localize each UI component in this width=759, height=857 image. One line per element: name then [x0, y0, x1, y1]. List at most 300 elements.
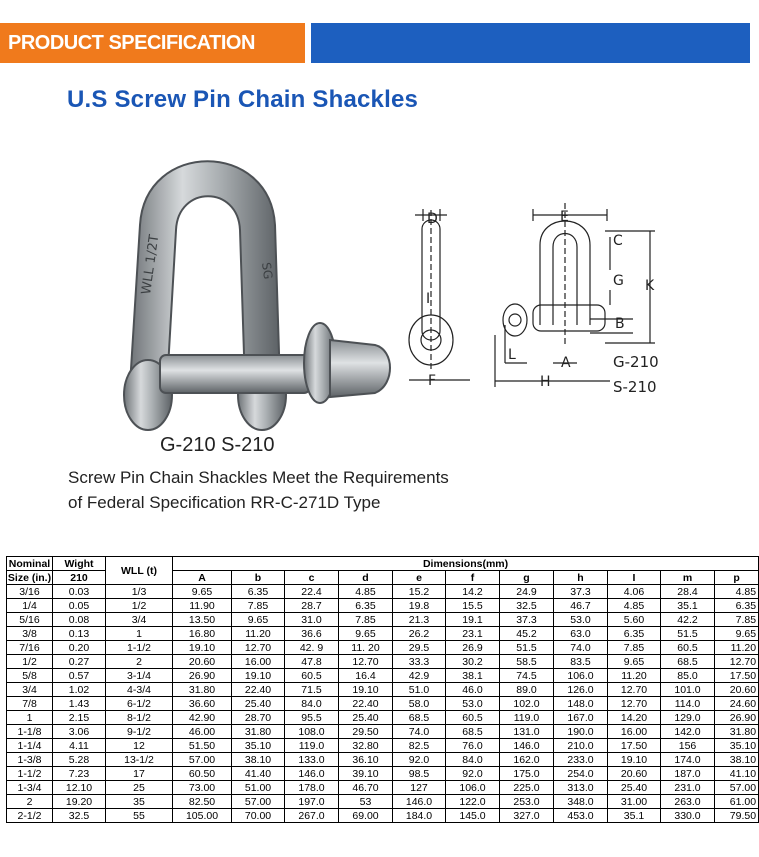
table-cell: 5/8 — [7, 669, 53, 683]
table-cell: 53.0 — [446, 697, 500, 711]
table-cell: 53.0 — [554, 613, 608, 627]
table-cell: 1/2 — [106, 599, 173, 613]
table-cell: 85.0 — [661, 669, 715, 683]
table-cell: 14.2 — [446, 585, 500, 599]
table-cell: 119.0 — [285, 739, 339, 753]
header-dimensions: Dimensions(mm) — [173, 557, 759, 571]
table-cell: 95.5 — [285, 711, 339, 725]
table-cell: 9.65 — [232, 613, 285, 627]
table-cell: 313.0 — [554, 781, 608, 795]
table-cell: 35.10 — [232, 739, 285, 753]
table-cell: 267.0 — [285, 809, 339, 823]
header-weight: Wight — [53, 557, 106, 571]
table-cell: 15.2 — [393, 585, 446, 599]
table-cell: 16.00 — [608, 725, 661, 739]
table-cell: 1/2 — [7, 655, 53, 669]
table-row — [7, 753, 759, 767]
table-cell: 119.0 — [500, 711, 554, 725]
table-cell: 84.0 — [446, 753, 500, 767]
table-cell: 19.10 — [232, 669, 285, 683]
table-cell: 175.0 — [500, 767, 554, 781]
table-cell: 42.90 — [173, 711, 232, 725]
table-row — [7, 669, 759, 683]
table-cell: 73.00 — [173, 781, 232, 795]
table-cell: 60.5 — [446, 711, 500, 725]
table-cell: 41.40 — [232, 767, 285, 781]
table-cell: 16.00 — [232, 655, 285, 669]
table-cell: 31.80 — [232, 725, 285, 739]
table-cell: 32.80 — [339, 739, 393, 753]
table-cell: 22.4 — [285, 585, 339, 599]
table-cell: 197.0 — [285, 795, 339, 809]
table-cell: 51.5 — [500, 641, 554, 655]
table-cell: 32.5 — [500, 599, 554, 613]
table-cell: 7/8 — [7, 697, 53, 711]
table-cell: 12.70 — [339, 655, 393, 669]
table-cell: 3-1/4 — [106, 669, 173, 683]
table-cell: 58.0 — [393, 697, 446, 711]
table-row — [7, 613, 759, 627]
table-cell: 60.5 — [285, 669, 339, 683]
table-cell: 8-1/2 — [106, 711, 173, 725]
table-cell: 102.0 — [500, 697, 554, 711]
table-cell: 11.20 — [715, 641, 759, 655]
table-cell: 114.0 — [661, 697, 715, 711]
table-cell: 167.0 — [554, 711, 608, 725]
table-cell: 74.0 — [393, 725, 446, 739]
table-cell: 19.8 — [393, 599, 446, 613]
table-cell: 9.65 — [608, 655, 661, 669]
table-cell: 2.15 — [53, 711, 106, 725]
specification-table — [6, 556, 759, 823]
header-dim-c: c — [285, 571, 339, 585]
table-cell: 0.27 — [53, 655, 106, 669]
table-cell: 7.85 — [608, 641, 661, 655]
table-cell: 6.35 — [232, 585, 285, 599]
table-cell: 122.0 — [446, 795, 500, 809]
table-row — [7, 683, 759, 697]
table-row — [7, 627, 759, 641]
table-cell: 233.0 — [554, 753, 608, 767]
table-cell: 74.5 — [500, 669, 554, 683]
table-cell: 156 — [661, 739, 715, 753]
table-cell: 57.00 — [715, 781, 759, 795]
table-cell: 4.85 — [339, 585, 393, 599]
table-cell: 16.80 — [173, 627, 232, 641]
table-cell: 9-1/2 — [106, 725, 173, 739]
table-row — [7, 711, 759, 725]
banner-blue-bar — [311, 23, 750, 63]
table-cell: 25.40 — [339, 711, 393, 725]
table-cell: 31.80 — [173, 683, 232, 697]
header-dim-d: d — [339, 571, 393, 585]
dimension-drawing — [395, 195, 685, 405]
table-cell: 68.5 — [393, 711, 446, 725]
table-cell: 13-1/2 — [106, 753, 173, 767]
table-cell: 19.10 — [608, 753, 661, 767]
table-cell: 6-1/2 — [106, 697, 173, 711]
table-cell: 263.0 — [661, 795, 715, 809]
product-specification-banner — [0, 23, 750, 63]
table-row — [7, 641, 759, 655]
table-cell: 46.7 — [554, 599, 608, 613]
dim-label-l: L — [508, 347, 516, 363]
table-cell: 11.90 — [173, 599, 232, 613]
table-cell: 36.10 — [339, 753, 393, 767]
table-cell: 84.0 — [285, 697, 339, 711]
table-cell: 184.0 — [393, 809, 446, 823]
table-cell: 3/16 — [7, 585, 53, 599]
table-cell: 24.9 — [500, 585, 554, 599]
table-cell: 9.65 — [173, 585, 232, 599]
banner-label: PRODUCT SPECIFICATION — [0, 23, 305, 63]
table-cell: 36.60 — [173, 697, 232, 711]
table-cell: 7.85 — [715, 613, 759, 627]
table-cell: 82.50 — [173, 795, 232, 809]
table-cell: 108.0 — [285, 725, 339, 739]
table-cell: 57.00 — [173, 753, 232, 767]
table-cell: 7.85 — [339, 613, 393, 627]
table-cell: 28.70 — [232, 711, 285, 725]
table-cell: 25.40 — [232, 697, 285, 711]
table-cell: 46.0 — [446, 683, 500, 697]
table-cell: 42.2 — [661, 613, 715, 627]
table-cell: 4.85 — [608, 599, 661, 613]
table-cell: 17 — [106, 767, 173, 781]
table-cell: 58.5 — [500, 655, 554, 669]
table-cell: 26.9 — [446, 641, 500, 655]
dim-label-b: B — [615, 316, 625, 332]
table-row — [7, 795, 759, 809]
table-cell: 92.0 — [446, 767, 500, 781]
spec-note-line-2: of Federal Specification RR-C-271D Type — [68, 493, 381, 512]
table-cell: 30.2 — [446, 655, 500, 669]
table-cell: 11.20 — [232, 627, 285, 641]
table-cell: 4-3/4 — [106, 683, 173, 697]
table-cell: 60.50 — [173, 767, 232, 781]
table-cell: 101.0 — [661, 683, 715, 697]
table-cell: 38.10 — [715, 753, 759, 767]
table-cell: 178.0 — [285, 781, 339, 795]
table-cell: 39.10 — [339, 767, 393, 781]
table-cell: 225.0 — [500, 781, 554, 795]
table-row — [7, 585, 759, 599]
table-cell: 37.3 — [500, 613, 554, 627]
table-cell: 11. 20 — [339, 641, 393, 655]
table-cell: 37.3 — [554, 585, 608, 599]
table-cell: 14.20 — [608, 711, 661, 725]
table-cell: 76.0 — [446, 739, 500, 753]
table-cell: 28.7 — [285, 599, 339, 613]
table-cell: 1-1/4 — [7, 739, 53, 753]
table-cell: 19.10 — [173, 641, 232, 655]
header-dim-a: A — [173, 571, 232, 585]
table-cell: 0.13 — [53, 627, 106, 641]
table-cell: 36.6 — [285, 627, 339, 641]
table-cell: 21.3 — [393, 613, 446, 627]
table-cell: 12.70 — [715, 655, 759, 669]
table-cell: 26.90 — [173, 669, 232, 683]
table-cell: 53 — [339, 795, 393, 809]
table-cell: 35 — [106, 795, 173, 809]
table-cell: 69.00 — [339, 809, 393, 823]
table-cell: 231.0 — [661, 781, 715, 795]
table-cell: 89.0 — [500, 683, 554, 697]
table-cell: 26.2 — [393, 627, 446, 641]
table-row — [7, 599, 759, 613]
table-cell: 2 — [7, 795, 53, 809]
table-cell: 22.40 — [339, 697, 393, 711]
table-cell: 3/8 — [7, 627, 53, 641]
table-cell: 0.03 — [53, 585, 106, 599]
dim-label-g: G — [613, 273, 624, 289]
table-cell: 42. 9 — [285, 641, 339, 655]
table-cell: 330.0 — [661, 809, 715, 823]
table-cell: 4.06 — [608, 585, 661, 599]
header-nominal-size-unit: Size (in.) — [7, 571, 52, 584]
table-cell: 32.5 — [53, 809, 106, 823]
table-cell: 9.65 — [715, 627, 759, 641]
dim-label-d: D — [427, 211, 438, 227]
table-row — [7, 655, 759, 669]
shackle-stamp-right: SG — [259, 261, 276, 281]
table-cell: 4.11 — [53, 739, 106, 753]
table-cell: 17.50 — [715, 669, 759, 683]
table-cell: 6.35 — [608, 627, 661, 641]
table-cell: 1 — [106, 627, 173, 641]
table-cell: 51.50 — [173, 739, 232, 753]
photo-caption: G-210 S-210 — [160, 434, 275, 456]
table-cell: 28.4 — [661, 585, 715, 599]
table-cell: 19.10 — [339, 683, 393, 697]
table-cell: 12.70 — [608, 683, 661, 697]
diagram-model-2: S-210 — [613, 378, 657, 396]
table-cell: 3.06 — [53, 725, 106, 739]
table-cell: 453.0 — [554, 809, 608, 823]
table-cell: 31.0 — [285, 613, 339, 627]
dim-label-k: K — [645, 278, 655, 294]
table-cell: 38.1 — [446, 669, 500, 683]
table-cell: 16.4 — [339, 669, 393, 683]
table-cell: 12 — [106, 739, 173, 753]
page-title: U.S Screw Pin Chain Shackles — [67, 86, 419, 113]
table-cell: 25.40 — [608, 781, 661, 795]
table-cell: 17.50 — [608, 739, 661, 753]
table-cell: 129.0 — [661, 711, 715, 725]
header-nominal-size: Nominal — [7, 557, 53, 571]
table-cell: 31.00 — [608, 795, 661, 809]
table-row — [7, 739, 759, 753]
table-cell: 47.8 — [285, 655, 339, 669]
table-cell: 51.00 — [232, 781, 285, 795]
table-cell: 20.60 — [173, 655, 232, 669]
table-cell: 145.0 — [446, 809, 500, 823]
table-cell: 131.0 — [500, 725, 554, 739]
table-cell: 146.0 — [285, 767, 339, 781]
header-wll: WLL (t) — [106, 557, 173, 585]
table-cell: 174.0 — [661, 753, 715, 767]
table-cell: 106.0 — [446, 781, 500, 795]
table-cell: 70.00 — [232, 809, 285, 823]
table-cell: 42.9 — [393, 669, 446, 683]
table-cell: 1.02 — [53, 683, 106, 697]
table-cell: 142.0 — [661, 725, 715, 739]
shackle-illustration — [110, 145, 410, 445]
table-cell: 3/4 — [7, 683, 53, 697]
table-cell: 74.0 — [554, 641, 608, 655]
header-weight-model: 210 — [53, 571, 106, 585]
header-dim-h: h — [554, 571, 608, 585]
table-cell: 2 — [106, 655, 173, 669]
table-cell: 12.70 — [232, 641, 285, 655]
table-cell: 19.20 — [53, 795, 106, 809]
table-cell: 61.00 — [715, 795, 759, 809]
table-cell: 146.0 — [393, 795, 446, 809]
table-cell: 12.70 — [608, 697, 661, 711]
table-cell: 38.10 — [232, 753, 285, 767]
table-cell: 1-1/8 — [7, 725, 53, 739]
table-cell: 106.0 — [554, 669, 608, 683]
table-cell: 2-1/2 — [7, 809, 53, 823]
table-cell: 51.0 — [393, 683, 446, 697]
table-cell: 20.60 — [715, 683, 759, 697]
table-cell: 63.0 — [554, 627, 608, 641]
header-dim-i: I — [608, 571, 661, 585]
table-cell: 187.0 — [661, 767, 715, 781]
spec-note-line-1: Screw Pin Chain Shackles Meet the Requirements — [68, 468, 449, 487]
table-cell: 190.0 — [554, 725, 608, 739]
table-cell: 57.00 — [232, 795, 285, 809]
table-cell: 1-1/2 — [7, 767, 53, 781]
table-cell: 5/16 — [7, 613, 53, 627]
table-cell: 5.28 — [53, 753, 106, 767]
table-body — [7, 585, 759, 823]
table-cell: 35.10 — [715, 739, 759, 753]
table-cell: 35.1 — [661, 599, 715, 613]
header-dim-f: f — [446, 571, 500, 585]
dim-label-f: F — [428, 373, 437, 389]
dim-label-i: I — [426, 291, 431, 307]
table-cell: 31.80 — [715, 725, 759, 739]
table-cell: 1 — [7, 711, 53, 725]
table-cell: 35.1 — [608, 809, 661, 823]
table-row — [7, 767, 759, 781]
table-cell: 210.0 — [554, 739, 608, 753]
table-cell: 1/4 — [7, 599, 53, 613]
table-cell: 24.60 — [715, 697, 759, 711]
table-cell: 55 — [106, 809, 173, 823]
table-cell: 41.10 — [715, 767, 759, 781]
table-cell: 9.65 — [339, 627, 393, 641]
table-cell: 7.23 — [53, 767, 106, 781]
table-cell: 0.20 — [53, 641, 106, 655]
table-row — [7, 809, 759, 823]
table-cell: 23.1 — [446, 627, 500, 641]
table-cell: 6.35 — [715, 599, 759, 613]
table-cell: 0.05 — [53, 599, 106, 613]
table-cell: 348.0 — [554, 795, 608, 809]
header-dim-p: p — [715, 571, 759, 585]
table-row — [7, 725, 759, 739]
table-cell: 7.85 — [232, 599, 285, 613]
table-cell: 13.50 — [173, 613, 232, 627]
table-cell: 46.00 — [173, 725, 232, 739]
table-cell: 4.85 — [715, 585, 759, 599]
table-cell: 29.50 — [339, 725, 393, 739]
dim-label-a: A — [561, 355, 571, 371]
table-cell: 7/16 — [7, 641, 53, 655]
table-cell: 127 — [393, 781, 446, 795]
table-cell: 60.5 — [661, 641, 715, 655]
dim-label-e: E — [560, 209, 569, 225]
table-cell: 0.57 — [53, 669, 106, 683]
table-cell: 162.0 — [500, 753, 554, 767]
table-cell: 29.5 — [393, 641, 446, 655]
table-cell: 126.0 — [554, 683, 608, 697]
dim-label-c: C — [613, 233, 623, 249]
table-row — [7, 781, 759, 795]
header-dim-m: m — [661, 571, 715, 585]
table-cell: 1-3/8 — [7, 753, 53, 767]
table-cell: 6.35 — [339, 599, 393, 613]
table-cell: 71.5 — [285, 683, 339, 697]
table-cell: 0.08 — [53, 613, 106, 627]
table-cell: 26.90 — [715, 711, 759, 725]
table-cell: 11.20 — [608, 669, 661, 683]
table-cell: 82.5 — [393, 739, 446, 753]
table-cell: 133.0 — [285, 753, 339, 767]
table-cell: 1-1/2 — [106, 641, 173, 655]
table-cell: 92.0 — [393, 753, 446, 767]
header-dim-b: b — [232, 571, 285, 585]
table-cell: 51.5 — [661, 627, 715, 641]
header-dim-e: e — [393, 571, 446, 585]
table-cell: 146.0 — [500, 739, 554, 753]
table-cell: 5.60 — [608, 613, 661, 627]
shackle-stamp-left: WLL 1/2T — [139, 233, 163, 296]
table-cell: 12.10 — [53, 781, 106, 795]
table-cell: 20.60 — [608, 767, 661, 781]
dimension-diagram — [395, 195, 685, 405]
table-cell: 33.3 — [393, 655, 446, 669]
table-cell: 19.1 — [446, 613, 500, 627]
table-cell: 45.2 — [500, 627, 554, 641]
table-cell: 1-3/4 — [7, 781, 53, 795]
table-header-row-1 — [7, 557, 759, 571]
table-cell: 15.5 — [446, 599, 500, 613]
table-cell: 68.5 — [661, 655, 715, 669]
product-photo — [110, 145, 410, 445]
table-cell: 327.0 — [500, 809, 554, 823]
table-cell: 25 — [106, 781, 173, 795]
table-cell: 1.43 — [53, 697, 106, 711]
table-cell: 253.0 — [500, 795, 554, 809]
dim-label-h: H — [540, 374, 551, 390]
table-cell: 1/3 — [106, 585, 173, 599]
diagram-model-1: G-210 — [613, 353, 659, 371]
table-cell: 79.50 — [715, 809, 759, 823]
table-row — [7, 697, 759, 711]
table-cell: 254.0 — [554, 767, 608, 781]
table-cell: 46.70 — [339, 781, 393, 795]
table-cell: 3/4 — [106, 613, 173, 627]
table-cell: 68.5 — [446, 725, 500, 739]
table-cell: 22.40 — [232, 683, 285, 697]
table-cell: 83.5 — [554, 655, 608, 669]
header-dim-g: g — [500, 571, 554, 585]
table-cell: 148.0 — [554, 697, 608, 711]
table-cell: 105.00 — [173, 809, 232, 823]
